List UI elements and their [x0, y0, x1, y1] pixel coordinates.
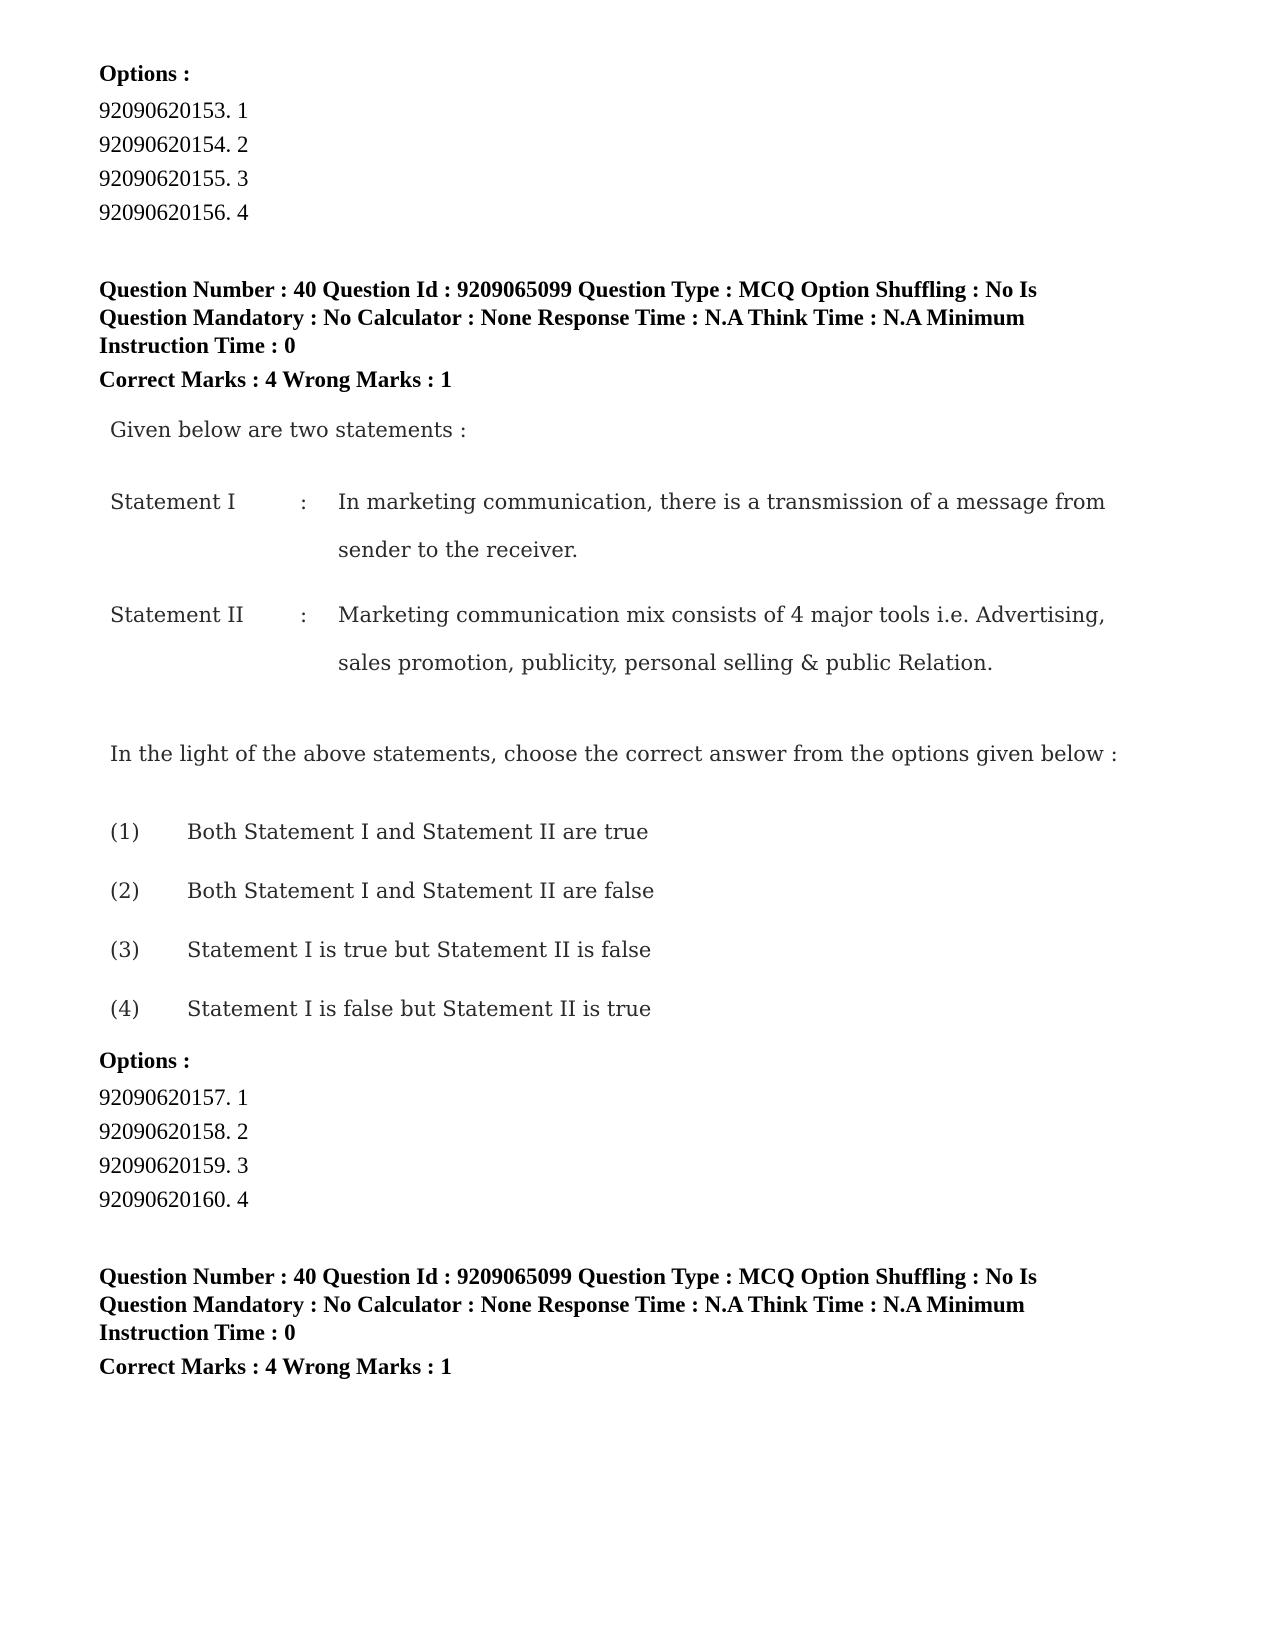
question-marks: Correct Marks : 4 Wrong Marks : 1 — [99, 1354, 452, 1379]
options-heading: Options : — [99, 1048, 191, 1073]
question-meta — [99, 276, 1189, 394]
question-meta-line: Instruction Time : 0 — [99, 1320, 296, 1345]
choice-text: Both Statement I and Statement II are false — [187, 879, 655, 903]
statement-label: Statement I — [110, 490, 236, 514]
options-block-top — [99, 60, 249, 230]
question-marks: Correct Marks : 4 Wrong Marks : 1 — [99, 367, 452, 392]
question-meta-line: Question Mandatory : No Calculator : None Response Time : N.A Think Time : N.A Minimum — [99, 1292, 1025, 1317]
statement-text: In marketing communication, there is a transmission of a message from sender to the receiver. — [338, 490, 1106, 562]
question-meta-line: Question Number : 40 Question Id : 9209065099 Question Type : MCQ Option Shuffling : No Is — [99, 277, 1038, 302]
option-line: 92090620154. 2 — [99, 132, 249, 157]
options-heading: Options : — [99, 61, 191, 86]
choice-number: (3) — [110, 938, 140, 962]
question-meta-line: Question Mandatory : No Calculator : None Response Time : N.A Think Time : N.A Minimum — [99, 305, 1025, 330]
question-meta-line: Question Number : 40 Question Id : 9209065099 Question Type : MCQ Option Shuffling : No Is — [99, 1264, 1038, 1289]
option-line: 92090620158. 2 — [99, 1119, 249, 1144]
choice-text: Statement I is true but Statement II is false — [187, 938, 652, 962]
choice-number: (2) — [110, 879, 140, 903]
question-instruction: In the light of the above statements, choose the correct answer from the options given below : — [110, 742, 1118, 766]
option-line: 92090620160. 4 — [99, 1187, 249, 1212]
choice-number: (1) — [110, 820, 140, 844]
statement-colon: : — [300, 490, 308, 514]
question-meta-line: Instruction Time : 0 — [99, 333, 296, 358]
option-line: 92090620156. 4 — [99, 200, 249, 225]
options-block-bottom — [99, 1047, 249, 1217]
statement-label: Statement II — [110, 603, 244, 627]
option-line: 92090620153. 1 — [99, 98, 249, 123]
choice-number: (4) — [110, 997, 140, 1021]
option-line: 92090620157. 1 — [99, 1085, 249, 1110]
choice-text: Both Statement I and Statement II are true — [187, 820, 649, 844]
statement-colon: : — [300, 603, 308, 627]
choice-text: Statement I is false but Statement II is true — [187, 997, 652, 1021]
option-line: 92090620155. 3 — [99, 166, 249, 191]
question-intro: Given below are two statements : — [110, 418, 467, 442]
option-line: 92090620159. 3 — [99, 1153, 249, 1178]
next-question-meta — [99, 1263, 1189, 1381]
statement-text: Marketing communication mix consists of 4 major tools i.e. Advertising, sales promotion, publicity, personal selling & public Relation. — [338, 603, 1106, 675]
